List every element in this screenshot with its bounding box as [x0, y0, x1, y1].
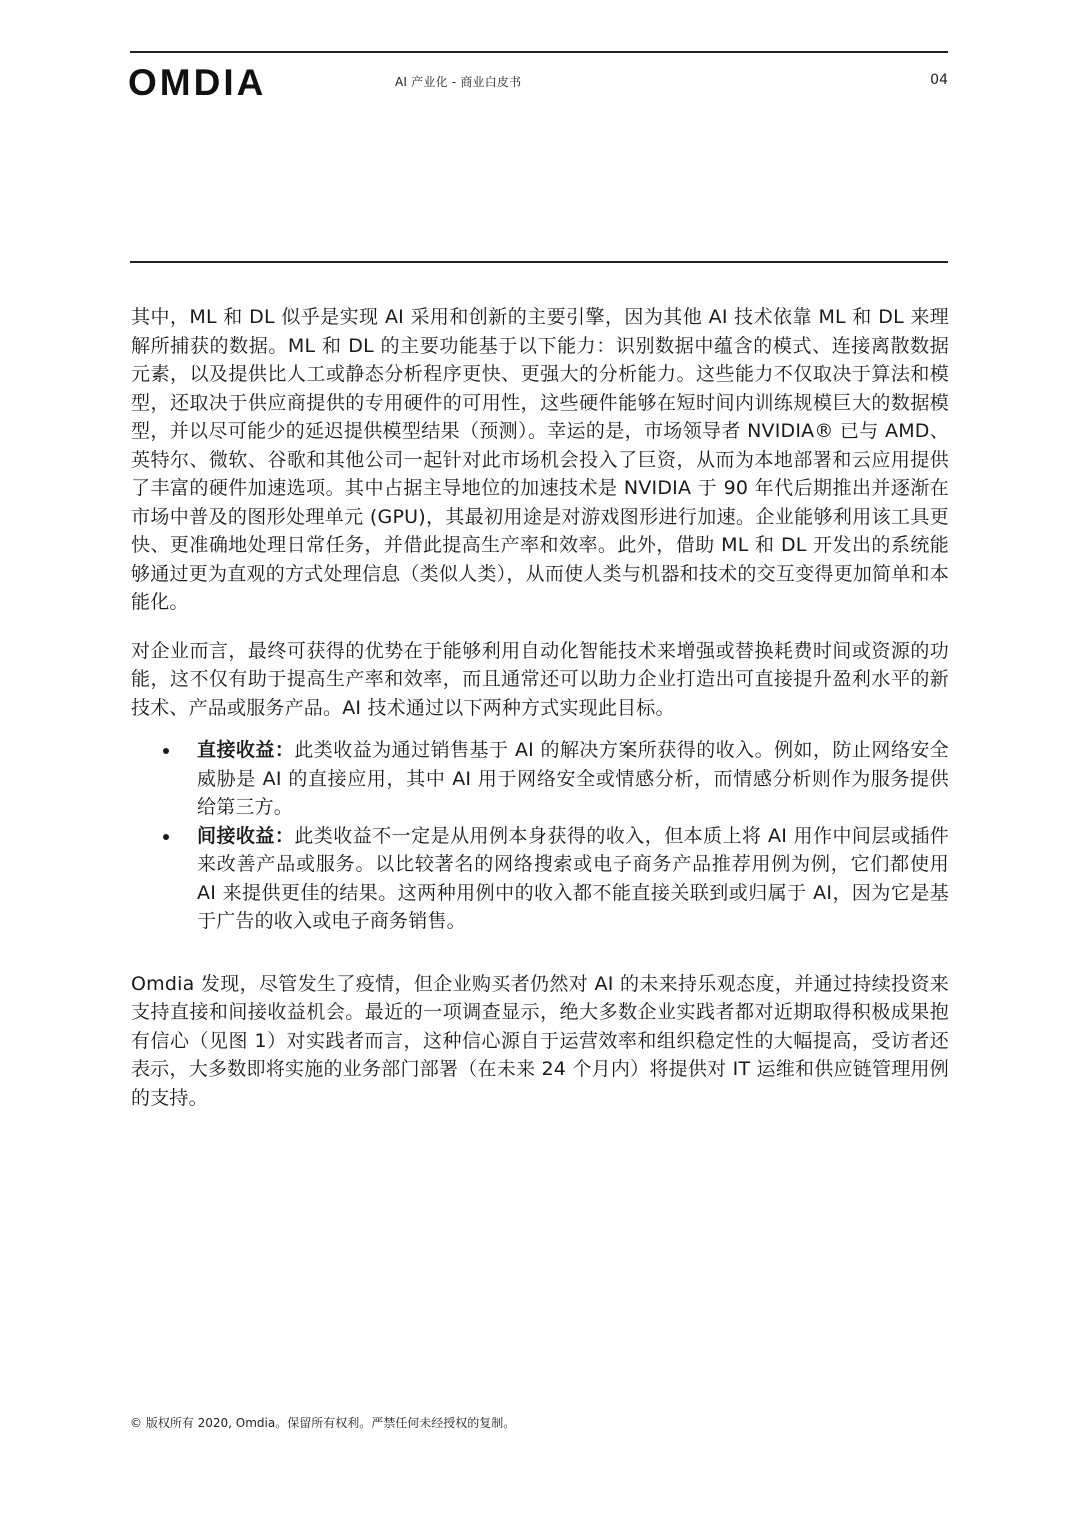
- svg-text:OMDIA: OMDIA: [128, 63, 267, 101]
- list-item-indirect-benefit: [131, 822, 949, 936]
- paragraph-2: 对企业而言，最终可获得的优势在于能够利用自动化智能技术来增强或替换耗费时间或资源的功能，这不仅有助于提高生产率和效率，而且通常还可以助力企业打造出可直接提升盈利水平的新技术、产品或服务产品。AI 技术通过以下两种方式实现此目标。: [131, 639, 949, 719]
- paragraph-1: 其中，ML 和 DL 似乎是实现 AI 采用和创新的主要引擎，因为其他 AI 技术依靠 ML 和 DL 来理解所捕获的数据。ML 和 DL 的主要功能基于以下能力：识别数据中蕴含的模式、连接离散数据元素，以及提供比人工或静态分析程序更快、更强大的分析能力。这些能力不仅取决于算法和模型，还取决于供应商提供的专用硬件的可用性，这些硬件能够在短时间内训练规模巨大的数据模型，并以尽可能少的延迟提供模型结果（预测）。幸运的是，市场领导者 NVIDIA® 已与 AMD、英特尔、微软、谷歌和其他公司一起针对此市场机会投入了巨资，从而为本地部署和云应用提供了丰富的硬件加速选项。其中占据主导地位的加速技术是 NVIDIA 于 90 年代后期推出并逐渐在市场中普及的图形处理单元 (GPU)，其最初用途是对游戏图形进行加速。企业能够利用该工具更快、更准确地处理日常任务，并借此提高生产率和效率。此外，借助 ML 和 DL 开发出的系统能够通过更为直观的方式处理信息（类似人类），从而使人类与机器和技术的交互变得更加简单和本能化。: [131, 306, 949, 613]
- bullet-lead: 直接收益：: [197, 739, 295, 761]
- bullet-text: 此类收益为通过销售基于 AI 的解决方案所获得的收入。例如，防止网络安全威胁是 AI 的直接应用，其中 AI 用于网络安全或情感分析，而情感分析则作为服务提供给第三方。: [197, 739, 949, 818]
- main-content: [131, 303, 949, 1112]
- benefit-list: [131, 736, 949, 936]
- bullet-text: 此类收益不一定是从用例本身获得的收入，但本质上将 AI 用作中间层或插件来改善产品或服务。以比较著名的网络搜索或电子商务产品推荐用例为例，它们都使用 AI 来提供更佳的结果。这两种用例中的收入都不能直接关联到或归属于 AI，因为它是基于广告的收入或电子商务销售。: [197, 824, 949, 932]
- list-item-direct-benefit: [131, 736, 949, 822]
- bullet-lead: 间接收益：: [197, 824, 295, 847]
- document-title: AI 产业化 - 商业白皮书: [395, 75, 522, 89]
- bullet-icon: [163, 748, 169, 754]
- omdia-logo: [128, 63, 276, 101]
- bullet-icon: [163, 834, 169, 840]
- header-bottom-rule: [130, 261, 948, 263]
- header-top-rule: [130, 51, 948, 53]
- page-number: 04: [930, 72, 948, 88]
- paragraph-3: Omdia 发现，尽管发生了疫情，但企业购买者仍然对 AI 的未来持乐观态度，并通过持续投资来支持直接和间接收益机会。最近的一项调查显示，绝大多数企业实践者都对近期取得积极成果抱有信心（见图 1）对实践者而言，这种信心源自于运营效率和组织稳定性的大幅提高，受访者还表示，大多数即将实施的业务部门部署（在未来 24 个月内）将提供对 IT 运维和供应链管理用例的支持。: [131, 972, 949, 1109]
- copyright-footer: © 版权所有 2020, Omdia。保留所有权利。严禁任何未经授权的复制。: [130, 1416, 516, 1430]
